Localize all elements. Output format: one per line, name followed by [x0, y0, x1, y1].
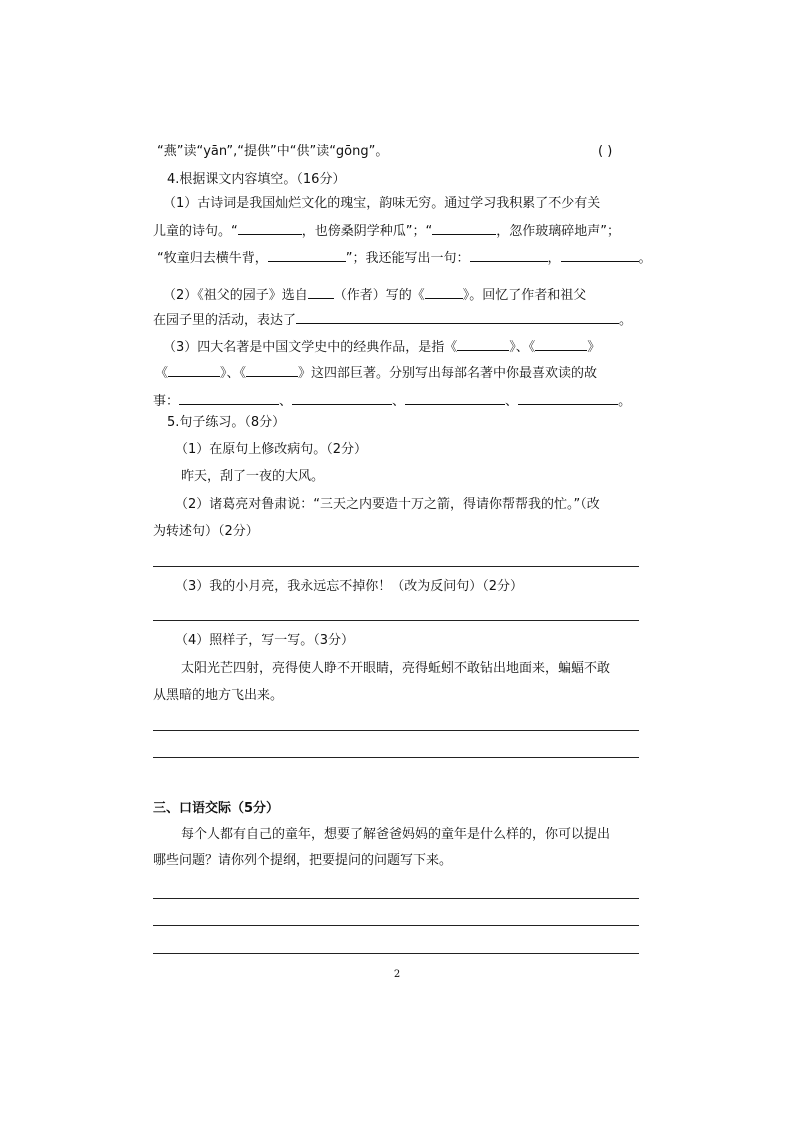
fill-blank-story[interactable]: [292, 391, 392, 405]
fill-blank-book[interactable]: [457, 337, 509, 351]
fill-blank[interactable]: [561, 248, 639, 262]
q5-title: 5.句子练习。（8分）: [167, 415, 286, 430]
separator: 、: [279, 394, 293, 409]
q5-s1-sentence[interactable]: 昨天，刮了一夜的大风。: [181, 469, 325, 484]
q4-p1-line3-b: ”；我还能写出一句：: [345, 251, 470, 266]
page-number: 2: [393, 969, 401, 980]
fill-blank-book[interactable]: [425, 285, 463, 299]
q4-p1-line2-b: ，也傍桑阴学种瓜”；“: [301, 224, 433, 239]
q4-p3-line2-b: 》、《: [220, 366, 247, 381]
fill-blank-author[interactable]: [308, 285, 334, 299]
q4-p1-line2-a: 儿童的诗句。“: [153, 224, 238, 239]
q5-s3: （3）我的小月亮，我永远忘不掉你！（改为反问句）（2分）: [175, 579, 524, 594]
q4-p1-line3-a: “牧童归去横牛背，: [157, 251, 268, 266]
fill-blank[interactable]: [296, 310, 619, 324]
q4-p1-line1: （1）古诗词是我国灿烂文化的瑰宝，韵味无穷。通过学习我积累了不少有关: [163, 196, 601, 211]
q4-p3-line1-b: 》、《: [509, 340, 536, 355]
q5-s4-title: （4）照样子，写一写。（3分）: [175, 633, 355, 648]
q4-p1-line3-c: ，: [547, 251, 561, 266]
fill-blank-book[interactable]: [535, 337, 587, 351]
fill-blank[interactable]: [268, 248, 346, 262]
q4-p3-line1-c: 》: [587, 340, 601, 355]
section3-title: 三、口语交际（5分）: [153, 801, 280, 816]
fill-blank-book[interactable]: [246, 363, 298, 377]
section3-line2: 哪些问题？请你列个提纲，把要提问的问题写下来。: [153, 853, 453, 868]
q4-p2-line1-c: 》。回忆了作者和祖父: [462, 288, 587, 303]
q4-p3-line1-a: （3）四大名著是中国文学史中的经典作品，是指《: [163, 340, 458, 355]
q5-s4-example-line1: 太阳光芒四射，亮得使人睁不开眼睛，亮得蚯蚓不敢钻出地面来，蝙蝠不敢: [181, 661, 611, 676]
fill-blank-story[interactable]: [405, 391, 505, 405]
answer-line[interactable]: [153, 925, 639, 926]
q3-answer-paren[interactable]: ( ): [598, 144, 613, 159]
q4-p3-line1: [163, 337, 600, 357]
q5-s2-line2: 为转述句）（2分）: [153, 524, 259, 539]
fill-blank[interactable]: [470, 248, 548, 262]
q4-p2-line1: [163, 285, 586, 305]
q4-p3-line3-a: 事：: [153, 394, 180, 409]
fill-blank[interactable]: [238, 221, 302, 235]
fill-blank[interactable]: [432, 221, 496, 235]
q4-p3-line3: [153, 391, 631, 411]
answer-line[interactable]: [153, 730, 639, 731]
section3-line1: 每个人都有自己的童年，想要了解爸爸妈妈的童年是什么样的，你可以提出: [181, 827, 611, 842]
answer-line[interactable]: [153, 620, 639, 621]
q4-p2-line2-a: 在园子里的活动，表达了: [153, 313, 297, 328]
q5-s1-title: （1）在原句上修改病句。（2分）: [175, 442, 368, 457]
q4-title: 4.根据课文内容填空。（16分）: [167, 172, 346, 187]
q4-p1-line3: [157, 248, 652, 268]
q3-tail-text: [157, 143, 388, 161]
q4-p1-line2-c: ，忽作玻璃碎地声”；: [496, 224, 620, 239]
q4-p2-line1-a: （2）《祖父的园子》选自: [163, 288, 308, 303]
q4-p3-line2-c: 》这四部巨著。分别写出每部名著中你最喜欢读的故: [298, 366, 598, 381]
end-mark: 。: [618, 394, 632, 409]
q5-s4-example-line2: 从黑暗的地方飞出来。: [153, 688, 284, 703]
answer-line[interactable]: [153, 757, 639, 758]
q4-p3-line2-a: 《: [155, 366, 169, 381]
answer-line[interactable]: [153, 898, 639, 899]
separator: 、: [505, 394, 519, 409]
q4-p1-line2: [153, 221, 620, 241]
separator: 、: [392, 394, 406, 409]
q5-s2-line1: （2）诸葛亮对鲁肃说：“三天之内要造十万之箭，得请你帮帮我的忙。”（改: [175, 497, 600, 512]
q4-p2-line2: [153, 310, 632, 330]
q4-p2-line2-b: 。: [619, 313, 633, 328]
q4-p1-line3-d: 。: [638, 251, 652, 266]
q3-tail-statement: “燕”读“yān”,“提供”中“供”读“gōng”。: [157, 144, 389, 159]
fill-blank-book[interactable]: [168, 363, 220, 377]
q4-p2-line1-b: （作者）写的《: [333, 288, 425, 303]
q4-p3-line2: [155, 363, 597, 383]
answer-line[interactable]: [153, 953, 639, 954]
fill-blank-story[interactable]: [179, 391, 279, 405]
fill-blank-story[interactable]: [518, 391, 618, 405]
answer-line[interactable]: [153, 566, 639, 567]
